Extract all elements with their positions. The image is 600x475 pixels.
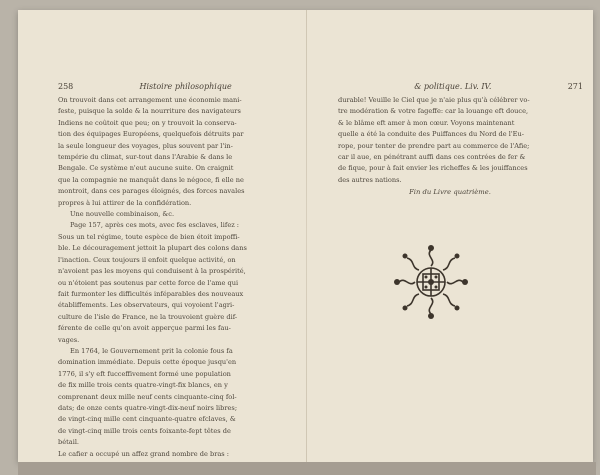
- text-line: tempérie du climat, sur-tout dans l'Arabie & dans le: [58, 153, 233, 162]
- text-line: de fique, pour à fait envier les richeffes & les jouiffances: [338, 164, 528, 173]
- end-of-book-note: Fin du Livre quatrième.: [409, 188, 491, 196]
- right-running-title: & politique. Liv. IV.: [414, 82, 492, 91]
- text-line: des autres nations.: [338, 175, 402, 184]
- text-line: dats; de onze cents quatre-vingt-dix-neuf noirs libres;: [58, 403, 238, 412]
- text-line: Bengale. Ce système n'eut aucune suite. On craignit: [58, 164, 234, 173]
- text-line: & le blâme eft amer à mon cœur. Voyons maintenant: [338, 118, 515, 127]
- tailpiece-ornament-icon: [391, 242, 471, 322]
- text-line: tion des équipages Européens, quelquefois détruits par: [58, 130, 244, 139]
- text-line: Indiens ne coûtoit que peu; on y trouvoit la conserva-: [58, 118, 237, 127]
- text-line: la seule longueur des voyages, plus souvent par l'in-: [58, 141, 233, 150]
- text-line: de vingt-cinq mille cent cinquante-quatre efclaves, &: [58, 415, 236, 424]
- right-running-head: [338, 82, 583, 91]
- text-line: que la compagnie ne manquât dans le négoce, fi elle ne: [58, 175, 244, 184]
- text-line: durable! Veuille le Ciel que je n'aie plus qu'à célébrer vo-: [338, 96, 530, 104]
- right-body-text: [338, 95, 583, 186]
- left-running-head: [58, 82, 298, 91]
- right-page-number: 271: [567, 82, 583, 91]
- book-bottom-edge: [18, 462, 596, 475]
- open-book: [18, 10, 593, 462]
- text-line: tre modération & votre fageffe: car la louange eft douce,: [338, 107, 529, 116]
- text-line: car il aue, en pénétrant auffi dans ces contrées de fer &: [338, 153, 526, 162]
- text-line: Une nouvelle combinaison, &c.: [70, 210, 175, 219]
- text-line: vages.: [58, 335, 80, 344]
- right-page: [307, 10, 593, 462]
- text-line: établiffements. Les observateurs, qui voyoient l'agri-: [58, 301, 235, 310]
- text-line: férente de celle qu'on avoit apperçue parmi les fau-: [58, 324, 231, 333]
- text-line: ble. Le découragement jettoit la plupart des colons dans: [58, 244, 247, 253]
- text-line: bétail.: [58, 438, 80, 447]
- text-line: En 1764, le Gouvernement prit la colonie fous fa: [70, 346, 233, 355]
- text-line: quelle a été la conduite des Puiffances du Nord de l'Eu-: [338, 130, 524, 139]
- left-running-title: Histoire philosophique: [139, 82, 232, 91]
- text-line: On trouvoit dans cet arrangement une économie mani-: [58, 96, 242, 104]
- text-line: Page 157, après ces mots, avec fes esclaves, lifez :: [70, 221, 240, 230]
- text-line: domination immédiate. Depuis cette époque jusqu'en: [58, 358, 237, 367]
- text-line: montroit, dans ces parages éloignés, des forces navales: [58, 187, 245, 196]
- left-page-number: 258: [58, 82, 74, 91]
- text-line: Le cafier a occupé un affez grand nombre de bras :: [58, 449, 230, 458]
- left-body-text: [58, 95, 296, 460]
- text-line: de fix mille trois cents quatre-vingt-fix blancs, en y: [58, 381, 228, 390]
- text-line: rope, pour tenter de prendre part au commerce de l'Afie;: [338, 141, 530, 150]
- text-line: culture de l'isle de France, ne la trouvoient guère dif-: [58, 312, 238, 321]
- text-line: fait furmonter les difficultés inféparables des nouveaux: [58, 289, 244, 298]
- left-page: [18, 10, 306, 462]
- text-line: 1776, il s'y eft fucceffivement formé une population: [58, 369, 231, 378]
- text-line: l'inaction. Ceux toujours il enfoit quelque activité, on: [58, 255, 236, 264]
- text-line: Sous un tel régime, toute espèce de bien étoit impoffi-: [58, 232, 240, 241]
- text-line: feste, puisque la solde & la nourriture des navigateurs: [58, 107, 241, 116]
- text-line: n'avoient pas les moyens qui conduisent à la prospérité,: [58, 267, 246, 276]
- text-line: ou n'étoient pas soutenus par cette force de l'ame qui: [58, 278, 239, 287]
- text-line: de vingt-cinq mille trois cents foixante-fept têtes de: [58, 426, 231, 435]
- text-line: comprenant deux mille neuf cents cinquante-cinq fol-: [58, 392, 237, 401]
- text-line: propres à lui attirer de la confidération.: [58, 198, 192, 207]
